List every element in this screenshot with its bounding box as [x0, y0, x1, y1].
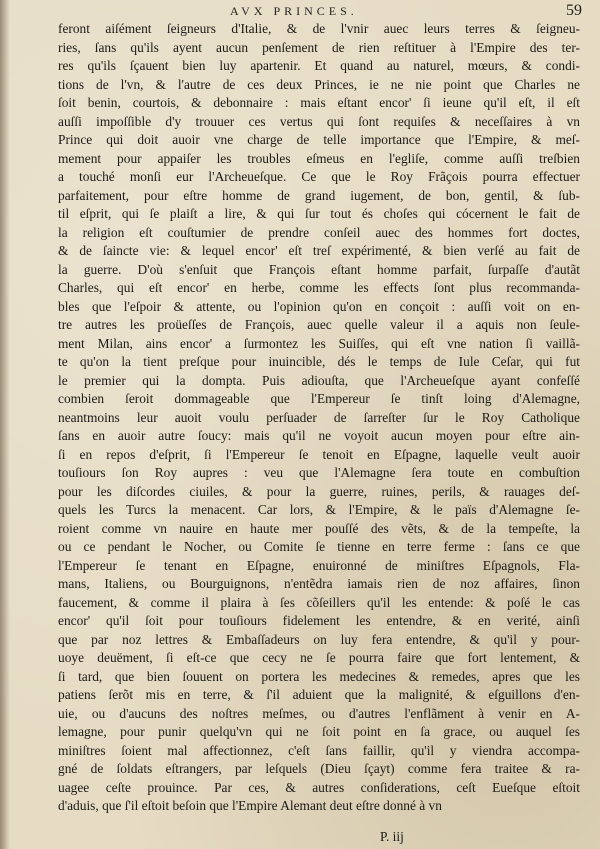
text-line: lemagne, pour punir quelqu'vn qui ne ſoit point en ſa grace, ou auquel ſes — [58, 724, 580, 739]
text-line: neantmoins leur auoit voulu perſuader de ſarreſter ſur le Roy Catholique — [58, 409, 580, 425]
text-line: ſi en repos d'eſprit, ſi l'Empereur ſe tenoit en Eſpagne, laquelle veult auoir — [58, 446, 580, 462]
text-line: quels les Turcs la menacent. Car lors, & l'Empire, & le païs d'Alemagne ſe- — [58, 502, 580, 517]
signature-mark: P. iij — [380, 829, 404, 844]
text-line: d'aduis, que ſ'il eſtoit beſoin que l'Empire Alemant deut eſtre donné à vn — [58, 798, 442, 813]
text-line: la religion eſt couſtumier de prendre conſeil auec des hommes fort doctes, — [58, 224, 580, 240]
running-head: AVX PRINCES. — [230, 4, 358, 18]
text-line: touſiours ſon Roy aupres : veu que l'Alemagne ſera toute en combuſtion — [58, 465, 580, 480]
text-line: combien ſeroit dommageable que l'Empereur ſe tinſt loing d'Alemagne, — [58, 391, 580, 406]
text-line: ſans en auoir autre ſoucy: mais qu'il ne voyoit aucun moyen pour eſtre ain- — [58, 428, 580, 443]
text-line: tre autres les proüeſſes de François, auec quelle valeur il a aquis non ſeule- — [58, 317, 580, 332]
text-line: ſi tard, que bien ſouuent on portera les medecines & remedes, apres que les — [58, 668, 580, 684]
text-line: le premier qui la dompta. Puis adiouſta, que l'Archeueſque ayant confeſſé — [58, 372, 580, 388]
text-line: uagee ceſte prouince. Par ces, & autres conſiderations, ceſt Eueſque eſtoit — [58, 779, 580, 795]
text-line: encor' qu'il ſoit pour touſiours fidelement les entendre, & en verité, ainſi — [58, 613, 580, 628]
text-line: tions de l'vn, & l'autre de ces deux Princes, ie ne nie point que Charles ne — [58, 76, 580, 92]
text-line: Charles, qui eſt encor' en herbe, comme les effects ſont plus recommanda- — [58, 280, 580, 295]
text-line: pour les diſcordes ciuiles, & pour la guerre, ruines, perils, & rauages deſ- — [58, 483, 580, 499]
text-line: auſſi impoſſible d'y trouuer ces vertus qui ſont requiſes & neceſſaires à vn — [58, 113, 580, 129]
page-number: 59 — [566, 2, 582, 19]
text-line: l'Empereur ſe tenant en Eſpagne, enuironné de miniſtres Eſpagnols, Fla- — [58, 557, 580, 573]
text-line: ou ce pendant le Nocher, ou Comite ſe tienne en terre ferme : ſans ce que — [58, 539, 580, 554]
text-line: que par noz lettres & Embaſſadeurs on luy fera entendre, & qu'il y pour- — [58, 631, 580, 647]
text-line: & de ſaincte vie: & lequel encor' eſt treſ expérimenté, & bien verſé au fait de — [58, 243, 580, 258]
text-line: til eſprit, qui ſe plaiſt a lire, & qui ſur tout és choſes qui cócernent le fait de — [58, 206, 580, 221]
text-line: gné de ſoldats eſtrangers, par leſquels (Dieu ſçayt) comme fera traitee & ra- — [58, 761, 580, 776]
body-text — [58, 20, 580, 816]
text-line: ment Milan, ains encor' a ſurmontez les Suiſſes, qui eſt vne nation ſi vaillã- — [58, 335, 580, 351]
text-line: roient comme vn nauire en haute mer pouſſé des vẽts, & de la tempeſte, la — [58, 520, 580, 536]
text-line: uie, ou d'aucuns des noſtres meſmes, ou d'autres l'enflãment à venir en A- — [58, 705, 580, 721]
text-line: ries, ſans qu'ils ayent aucun penſement de rien reſtituer à l'Empire des ter- — [58, 39, 580, 55]
text-line: faucement, & comme il plaira à ſes cõſeillers qu'il les entende: & poſé le cas — [58, 594, 580, 610]
text-line: bles que l'eſpoir & attente, ou l'opinion qu'on en conçoit : auſſi voit on en- — [58, 298, 580, 314]
text-line: patiens ſerõt mis en terre, & ſ'il aduient que la malignité, & eſguillons d'en- — [58, 687, 580, 702]
text-line: feront aiſément ſeigneurs d'Italie, & de l'vnir auec leurs terres & ſeigneu- — [58, 21, 580, 36]
binding-shadow — [0, 0, 10, 849]
text-line: parfaitement, pour eſtre homme de grand iugement, de bon, gentil, & ſub- — [58, 187, 580, 203]
text-line: a touché monſi eur l'Archeueſque. Ce que le Roy Frãçois pourra effectuer — [58, 169, 580, 184]
text-line: te qu'on la tient preſque pour inuincible, dés le temps de Iule Ceſar, qui fut — [58, 354, 580, 369]
text-line: mement pour appaiſer les troubles eſmeus en l'egliſe, comme auſſi treſbien — [58, 150, 580, 166]
text-line: mans, Italiens, ou Bourguignons, n'entẽdra iamais rien de noz affaires, ſinon — [58, 576, 580, 591]
text-line: res qu'ils ſçauent bien luy apartenir. Et quand au naturel, mœurs, & condi- — [58, 58, 580, 73]
text-line: la guerre. D'où s'enſuit que François eſtant homme parfait, ſurpaſſe d'autãt — [58, 261, 580, 277]
text-line: ſoit benin, courtois, & debonnaire : mais eſtant encor' ſi ieune qu'il eſt, il eſt — [58, 95, 580, 110]
text-line: miniſtres ſoient mal affectionnez, c'eſt ſans faillir, qu'il y viendra accompa- — [58, 742, 580, 758]
text-line: uoye deuëment, ſi eſt-ce que cecy ne ſe pourra faire que fort lentement, & — [58, 650, 580, 665]
text-line: Prince qui doit auoir vne charge de telle importance que l'Empire, & meſ- — [58, 132, 580, 147]
